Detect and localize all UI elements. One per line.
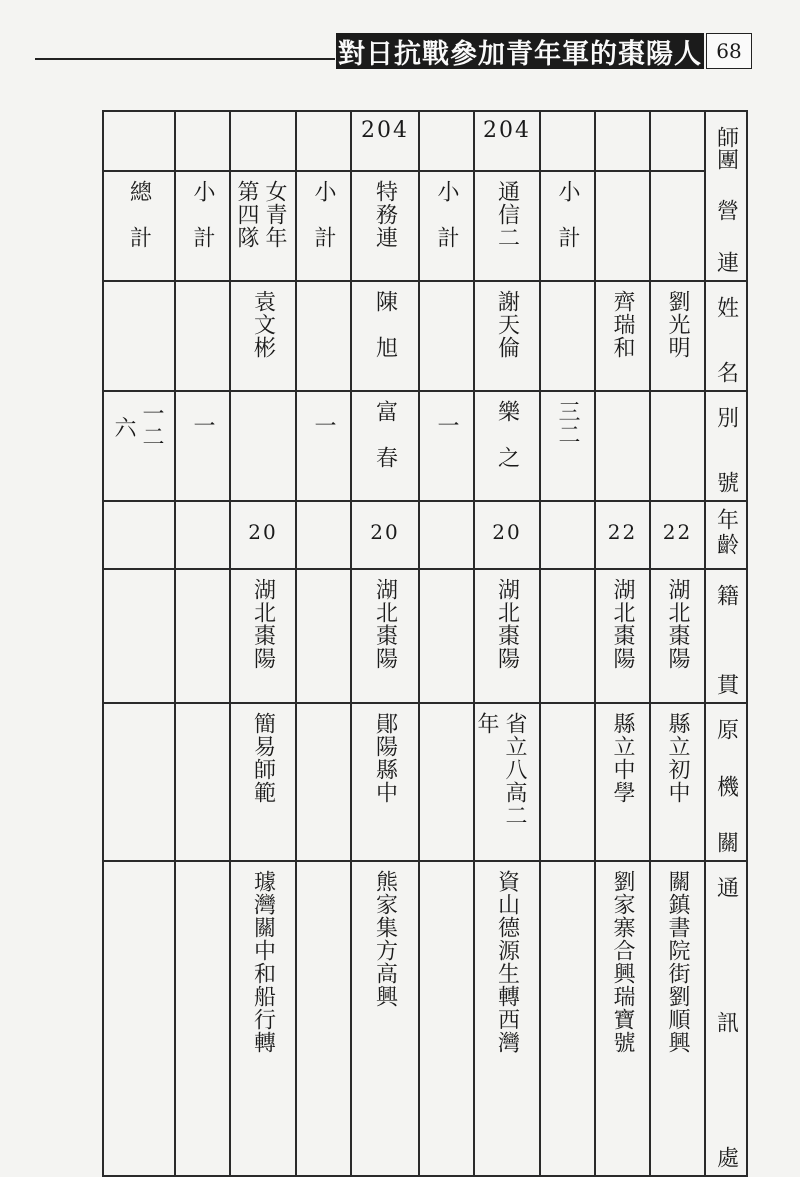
cell: 袁文彬 [230, 281, 296, 391]
cell [419, 111, 474, 171]
cell [296, 501, 351, 569]
roster-table [102, 110, 748, 1177]
cell [175, 501, 230, 569]
cell [296, 281, 351, 391]
cell: 22 [650, 501, 705, 569]
row-contact [103, 861, 747, 1176]
cell: 一二 六 [103, 391, 175, 501]
cell [595, 391, 650, 501]
cell: 湖北棗陽 [595, 569, 650, 703]
row-unit-number [103, 111, 747, 171]
cell [595, 171, 650, 281]
row-unit-name [103, 171, 747, 281]
row-agency [103, 703, 747, 861]
cell: 湖北棗陽 [230, 569, 296, 703]
cell [540, 501, 595, 569]
cell [296, 703, 351, 861]
cell: 熊家集方高興 [351, 861, 419, 1176]
cell [419, 861, 474, 1176]
cell: 省立八高二 年 [474, 703, 540, 861]
cell: 小計 [296, 171, 351, 281]
cell [296, 861, 351, 1176]
cell [103, 281, 175, 391]
cell: 女青年 第四隊 [230, 171, 296, 281]
cell [175, 569, 230, 703]
cell: 縣立中學 [595, 703, 650, 861]
cell: 劉家寨合興瑞寶號 [595, 861, 650, 1176]
cell [103, 501, 175, 569]
cell: 關鎮書院街劉順興 [650, 861, 705, 1176]
cell: 資山德源生轉西灣 [474, 861, 540, 1176]
cell [540, 111, 595, 171]
cell [175, 861, 230, 1176]
cell: 劉光明 [650, 281, 705, 391]
cell [540, 703, 595, 861]
cell [650, 111, 705, 171]
cell: 湖北棗陽 [650, 569, 705, 703]
cell: 小計 [419, 171, 474, 281]
cell: 縣立初中 [650, 703, 705, 861]
page-number: 68 [706, 33, 752, 69]
cell [230, 391, 296, 501]
cell: 204 [351, 111, 419, 171]
row-label-agency: 原 機 關 [705, 703, 747, 861]
cell: 20 [351, 501, 419, 569]
header-rule [35, 58, 335, 60]
cell [175, 281, 230, 391]
cell: 20 [474, 501, 540, 569]
cell: 齊瑞和 [595, 281, 650, 391]
row-origin [103, 569, 747, 703]
cell: 富春 [351, 391, 419, 501]
cell: 20 [230, 501, 296, 569]
cell: 三二 [540, 391, 595, 501]
cell: 特務連 [351, 171, 419, 281]
cell: 總計 [103, 171, 175, 281]
row-label-origin: 籍 貫 [705, 569, 747, 703]
cell [175, 111, 230, 171]
cell [650, 391, 705, 501]
cell [650, 171, 705, 281]
cell [296, 111, 351, 171]
cell [419, 281, 474, 391]
cell: 湖北棗陽 [474, 569, 540, 703]
cell: 鄖陽縣中 [351, 703, 419, 861]
cell [540, 281, 595, 391]
row-label-contact: 通 訊 處 [705, 861, 747, 1176]
row-label-name: 姓 名 [705, 281, 747, 391]
cell: 璩灣關中和船行轉 [230, 861, 296, 1176]
cell [230, 111, 296, 171]
cell [175, 703, 230, 861]
cell [103, 111, 175, 171]
cell [419, 703, 474, 861]
cell: 通信二 [474, 171, 540, 281]
cell: 一 [175, 391, 230, 501]
row-label-unit: 師團 營 連 [705, 111, 747, 281]
cell: 小計 [540, 171, 595, 281]
cell: 陳旭 [351, 281, 419, 391]
cell: 謝天倫 [474, 281, 540, 391]
cell: 小計 [175, 171, 230, 281]
cell [103, 861, 175, 1176]
cell: 一 [419, 391, 474, 501]
row-label-alias: 別 號 [705, 391, 747, 501]
page-title: 對日抗戰參加青年軍的棗陽人 [336, 33, 704, 69]
row-age [103, 501, 747, 569]
cell: 湖北棗陽 [351, 569, 419, 703]
cell: 22 [595, 501, 650, 569]
cell [103, 569, 175, 703]
cell [103, 703, 175, 861]
row-label-age: 年 齡 [705, 501, 747, 569]
cell [540, 861, 595, 1176]
cell [419, 569, 474, 703]
cell: 204 [474, 111, 540, 171]
cell: 一 [296, 391, 351, 501]
cell [296, 569, 351, 703]
cell: 樂之 [474, 391, 540, 501]
cell [419, 501, 474, 569]
row-name [103, 281, 747, 391]
row-alias [103, 391, 747, 501]
cell: 簡易師範 [230, 703, 296, 861]
cell [540, 569, 595, 703]
cell [595, 111, 650, 171]
